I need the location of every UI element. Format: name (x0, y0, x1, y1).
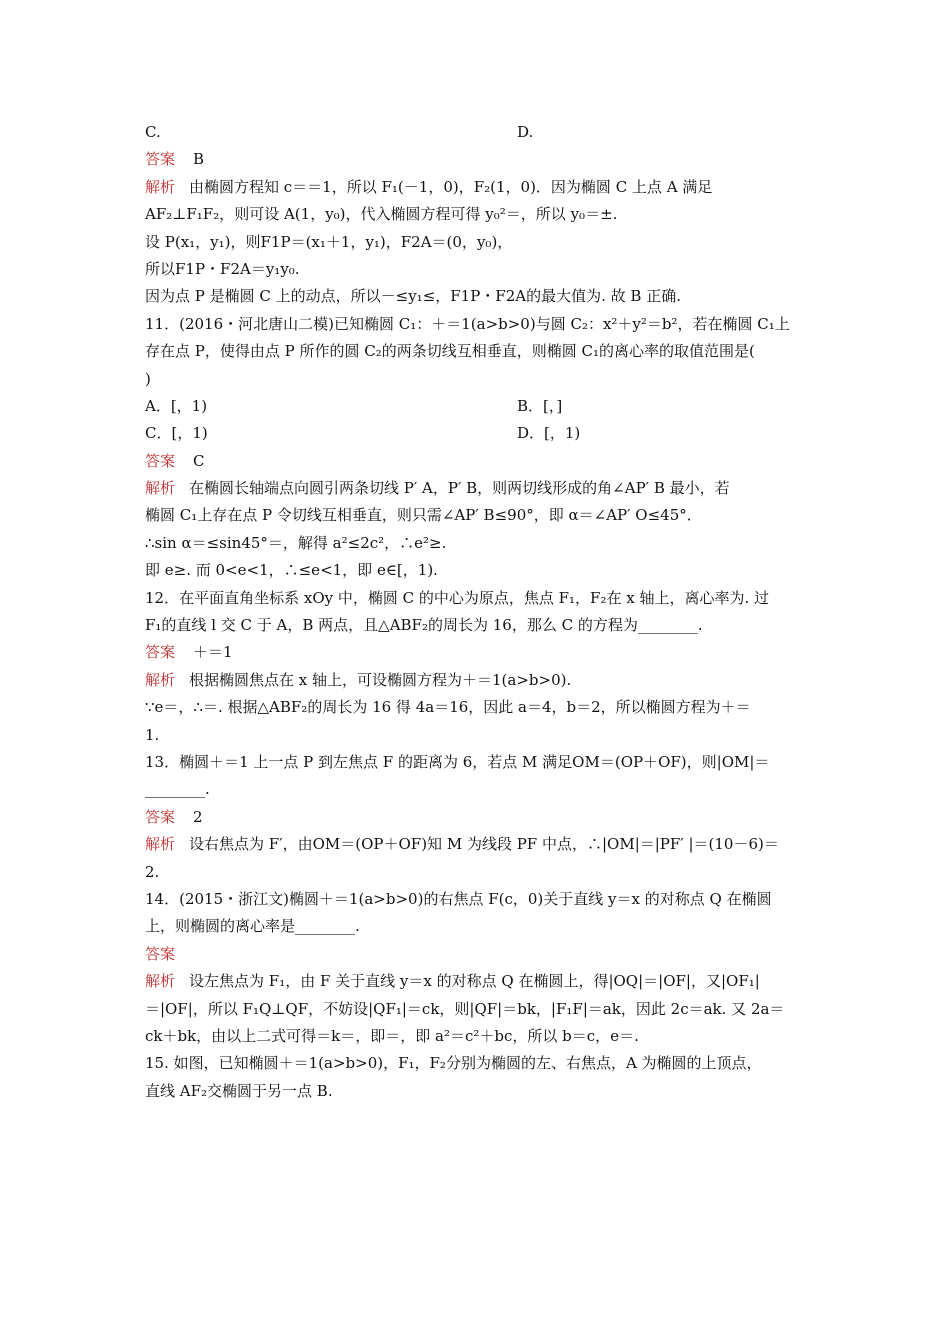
option-right: D. (517, 123, 534, 141)
text-line: 设 P(x₁，y₁)，则F1P＝(x₁＋1，y₁)，F2A＝(0，y₀)， (145, 232, 513, 251)
solution-label: 解析 (145, 835, 176, 854)
text-line: ∴sin α＝≤sin45°＝，解得 a²≤2c²，∴e²≥. (145, 533, 447, 552)
text-line: 上，则椭圆的离心率是________. (145, 917, 360, 936)
line-text: 在椭圆长轴端点向圆引两条切线 P′ A，P′ B，则两切线形成的角∠AP′ B 最小，若 (189, 479, 730, 498)
text-line: 13．椭圆＋＝1 上一点 P 到左焦点 F 的距离为 6，若点 M 满足OM＝(OP＋OF)，则|OM|＝ (145, 752, 770, 771)
answer-label: 答案 (145, 807, 176, 826)
text-line: ＝|OF|，所以 F₁Q⊥QF，不妨设|QF₁|＝ck，则|QF|＝bk，|F₁F|＝ak，因此 2c＝ak. 又 2a＝ (145, 999, 785, 1018)
answer-label: 答案 (145, 643, 176, 662)
answer-line (145, 941, 810, 968)
text-line: ∵e＝，∴＝. 根据△ABF₂的周长为 16 得 4a＝16，因此 a＝4，b＝2，所以椭圆方程为＋＝ (145, 698, 751, 717)
solution-line (145, 968, 810, 995)
text-line: 2. (145, 862, 160, 881)
solution-line (145, 475, 810, 502)
line-text: 设右焦点为 F′，由OM＝(OP＋OF)知 M 为线段 PF 中点，∴|OM|＝|PF′ |＝(10－6)＝ (189, 835, 779, 854)
answer-line (145, 448, 810, 475)
solution-label: 解析 (145, 670, 176, 689)
option-left: A．[，1) (145, 396, 208, 415)
line-text: 由椭圆方程知 c＝＝1，所以 F₁(－1，0)，F₂(1，0)．因为椭圆 C 上点 A 满足 (189, 177, 713, 196)
line-text: 2 (193, 807, 203, 826)
answer-label: 答案 (145, 150, 176, 169)
solution-label: 解析 (145, 177, 176, 196)
solution-label: 解析 (145, 479, 176, 498)
text-line: ________. (145, 780, 210, 799)
text-line: 即 e≥. 而 0<e<1，∴≤e<1，即 e∈[，1). (145, 561, 438, 580)
answer-line (145, 804, 810, 831)
option-row (145, 119, 810, 146)
text-line: ck＋bk，由以上二式可得＝k＝，即＝，即 a²＝c²＋bc，所以 b＝c，e＝. (145, 1026, 639, 1045)
document-body (145, 119, 810, 1105)
text-line: 11．(2016・河北唐山二模)已知椭圆 C₁：＋＝1(a>b>0)与圆 C₂：x²＋y²＝b²，若在椭圆 C₁上 (145, 314, 790, 333)
line-text: B (193, 150, 205, 169)
text-line: 存在点 P，使得由点 P 所作的圆 C₂的两条切线互相垂直，则椭圆 C₁的离心率的取值范围是( (145, 342, 755, 361)
text-line: 15. 如图，已知椭圆＋＝1(a>b>0)，F₁，F₂分别为椭圆的左、右焦点，A 为椭圆的上顶点， (145, 1054, 762, 1073)
option-left: C. (145, 123, 161, 141)
answer-line (145, 146, 810, 173)
text-line: F₁的直线 l 交 C 于 A，B 两点，且△ABF₂的周长为 16，那么 C 的方程为________. (145, 616, 703, 635)
answer-line (145, 639, 810, 666)
text-line: AF₂⊥F₁F₂，则可设 A(1，y₀)，代入椭圆方程可得 y₀²＝，所以 y₀＝±. (145, 205, 618, 224)
text-line: ) (145, 369, 151, 388)
answer-label: 答案 (145, 944, 176, 963)
text-line: 14．(2015・浙江文)椭圆＋＝1(a>b>0)的右焦点 F(c，0)关于直线 y＝x 的对称点 Q 在椭圆 (145, 889, 772, 908)
line-text: 根据椭圆焦点在 x 轴上，可设椭圆方程为＋＝1(a>b>0). (189, 670, 572, 689)
text-line: 12．在平面直角坐标系 xOy 中，椭圆 C 的中心为原点，焦点 F₁，F₂在 x 轴上，离心率为. 过 (145, 588, 770, 607)
option-right: D．[，1) (517, 424, 581, 443)
text-line: 因为点 P 是椭圆 C 上的动点，所以－≤y₁≤，F1P・F2A的最大值为. 故 B 正确. (145, 287, 681, 306)
option-right: B．[，] (517, 396, 563, 415)
option-row (145, 420, 810, 447)
solution-line (145, 831, 810, 858)
solution-line (145, 174, 810, 201)
text-line: 所以F1P・F2A＝y₁y₀. (145, 259, 300, 278)
answer-label: 答案 (145, 451, 176, 470)
line-text: ＋＝1 (193, 643, 233, 662)
line-text: C (193, 451, 205, 470)
text-line: 直线 AF₂交椭圆于另一点 B. (145, 1081, 333, 1100)
line-text: 设左焦点为 F₁，由 F 关于直线 y＝x 的对称点 Q 在椭圆上，得|OQ|＝|OF|，又|OF₁| (189, 972, 760, 991)
solution-label: 解析 (145, 972, 176, 991)
option-left: C．[，1) (145, 424, 208, 443)
text-line: 1. (145, 725, 160, 744)
option-row (145, 393, 810, 420)
solution-line (145, 667, 810, 694)
text-line: 椭圆 C₁上存在点 P 令切线互相垂直，则只需∠AP′ B≤90°，即 α＝∠AP′ O≤45°． (145, 506, 702, 525)
